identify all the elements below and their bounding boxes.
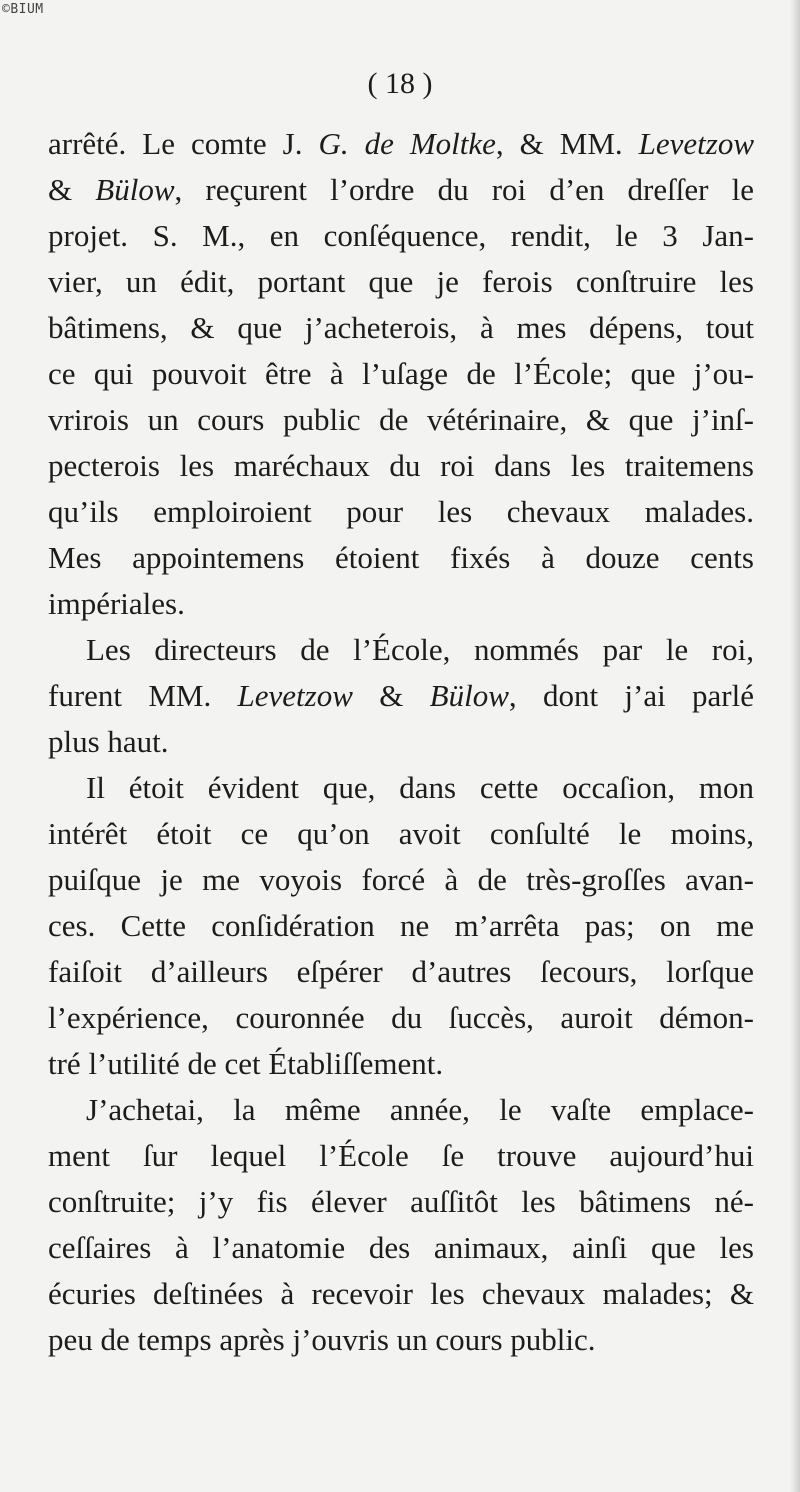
text-line — [48, 1179, 754, 1225]
text-segment: & — [48, 172, 96, 207]
text-line — [48, 581, 754, 627]
text-segment: peu de temps après j’ouvris un cours public. — [48, 1322, 596, 1357]
text-segment: pecterois les maréchaux du roi dans les traitemens — [48, 448, 754, 483]
text-line — [48, 1041, 754, 1087]
text-segment: , & MM. — [495, 126, 639, 161]
text-segment: impériales. — [48, 586, 185, 621]
text-segment: ceſſaires à l’anatomie des animaux, ainſi que les — [48, 1230, 754, 1265]
text-segment: conſtruite; j’y fis élever auſſitôt les bâtimens né- — [48, 1184, 754, 1219]
text-line — [48, 1087, 754, 1133]
text-segment: tré l’utilité de cet Établiſſement. — [48, 1046, 444, 1081]
watermark: ©BIUM — [2, 2, 44, 17]
paragraph — [48, 121, 754, 627]
paragraph — [48, 765, 754, 1087]
text-line — [48, 949, 754, 995]
italic-text: Levetzow — [638, 126, 754, 161]
text-segment: arrêté. Le comte J. — [48, 126, 319, 161]
text-line — [48, 535, 754, 581]
text-line — [48, 121, 754, 167]
page-number: ( 18 ) — [367, 67, 433, 100]
text-segment: ment ſur lequel l’École ſe trouve aujourd’hui — [48, 1138, 754, 1173]
body-text — [48, 121, 754, 1363]
text-segment: , dont j’ai parlé — [508, 678, 754, 713]
text-segment: plus haut. — [48, 724, 169, 759]
text-segment: bâtimens, & que j’acheterois, à mes dépens, tout — [48, 310, 754, 345]
text-line — [48, 213, 754, 259]
text-line — [48, 765, 754, 811]
text-line — [48, 811, 754, 857]
text-line — [48, 995, 754, 1041]
text-segment: Mes appointemens étoient fixés à douze cents — [48, 540, 754, 575]
text-segment: Il étoit évident que, dans cette occaſion, mon — [86, 770, 754, 805]
text-segment: Les directeurs de l’École, nommés par le roi, — [86, 632, 754, 667]
text-segment: puiſque je me voyois forcé à de très-groſſes avan- — [48, 862, 754, 897]
text-segment: l’expérience, couronnée du ſuccès, auroit démon- — [48, 1000, 754, 1035]
page-edge-shadow — [790, 0, 800, 1492]
text-line — [48, 351, 754, 397]
text-segment: intérêt étoit ce qu’on avoit conſulté le moins, — [48, 816, 754, 851]
text-line — [48, 627, 754, 673]
text-line — [48, 1271, 754, 1317]
text-segment: faiſoit d’ailleurs eſpérer d’autres ſecours, lorſque — [48, 954, 754, 989]
text-line — [48, 167, 754, 213]
italic-text: Bülow — [95, 172, 175, 207]
text-line — [48, 305, 754, 351]
paragraph — [48, 1087, 754, 1363]
text-segment: écuries deſtinées à recevoir les chevaux malades; & — [48, 1276, 754, 1311]
text-segment: & — [352, 678, 430, 713]
italic-text: Levetzow — [237, 678, 353, 713]
italic-text: G. de Moltke — [318, 126, 496, 161]
text-line — [48, 489, 754, 535]
text-segment: projet. S. M., en conſéquence, rendit, le 3 Jan- — [48, 218, 754, 253]
text-segment: ce qui pouvoit être à l’uſage de l’École; que j’ou- — [48, 356, 754, 391]
italic-text: Bülow — [429, 678, 509, 713]
text-segment: J’achetai, la même année, le vaſte emplace- — [86, 1092, 754, 1127]
text-segment: vier, un édit, portant que je ferois conſtruire les — [48, 264, 754, 299]
text-line — [48, 719, 754, 765]
paragraph — [48, 627, 754, 765]
text-segment: vrirois un cours public de vétérinaire, & que j’inſ- — [48, 402, 754, 437]
text-line — [48, 443, 754, 489]
text-segment: , reçurent l’ordre du roi d’en dreſſer le — [174, 172, 754, 207]
text-line — [48, 673, 754, 719]
text-segment: ces. Cette conſidération ne m’arrêta pas; on me — [48, 908, 754, 943]
text-line — [48, 903, 754, 949]
text-line — [48, 1317, 754, 1363]
text-segment: qu’ils emploiroient pour les chevaux malades. — [48, 494, 754, 529]
text-line — [48, 1225, 754, 1271]
text-line — [48, 1133, 754, 1179]
text-segment: furent MM. — [48, 678, 238, 713]
text-line — [48, 259, 754, 305]
text-line — [48, 397, 754, 443]
text-line — [48, 857, 754, 903]
